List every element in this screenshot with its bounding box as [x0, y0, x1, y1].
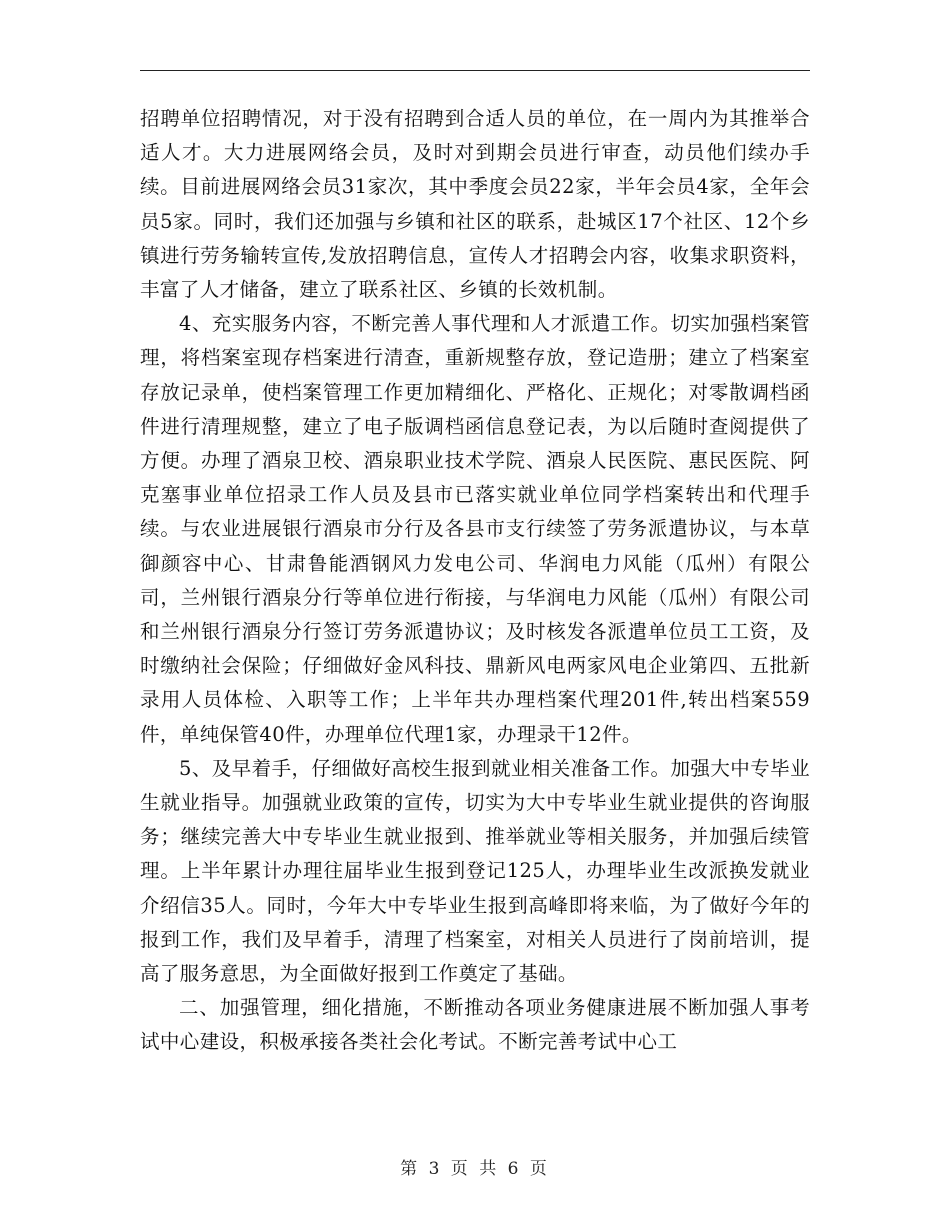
page-number: 第 3 页 共 6 页 [400, 1159, 550, 1179]
paragraph-1: 招聘单位招聘情况，对于没有招聘到合适人员的单位，在一周内为其推举合适人才。大力进展网络会员，及时对到期会员进行审查，动员他们续办手续。目前进展网络会员31家次，其中季度会员22家，半年会员4家，全年会员5家。同时，我们还加强与乡镇和社区的联系，赴城区17个社区、12个乡镇进行劳务输转宣传,发放招聘信息，宣传人才招聘会内容，收集求职资料，丰富了人才储备，建立了联系社区、乡镇的长效机制。 [140, 107, 810, 302]
paragraph-2: 4、充实服务内容，不断完善人事代理和人才派遣工作。切实加强档案管理，将档案室现存档案进行清查，重新规整存放，登记造册；建立了档案室存放记录单，使档案管理工作更加精细化、严格化、正规化；对零散调档函件进行清理规整，建立了电子版调档函信息登记表，为以后随时查阅提供了方便。办理了酒泉卫校、酒泉职业技术学院、酒泉人民医院、惠民医院、阿克塞事业单位招录工作人员及县市已落实就业单位同学档案转出和代理手续。与农业进展银行酒泉市分行及各县市支行续签了劳务派遣协议，与本草御颜容中心、甘肃鲁能酒钢风力发电公司、华润电力风能（瓜州）有限公司，兰州银行酒泉分行等单位进行衔接，与华润电力风能（瓜州）有限公司和兰州银行酒泉分行签订劳务派遣协议；及时核发各派遣单位员工工资，及时缴纳社会保险；仔细做好金风科技、鼎新风电两家风电企业第四、五批新录用人员体检、入职等工作；上半年共办理档案代理201件,转出档案559件，单纯保管40件，办理单位代理1家，办理录干12件。 [140, 312, 810, 746]
header-rule [140, 70, 810, 71]
paragraph-4: 二、加强管理，细化措施，不断推动各项业务健康进展不断加强人事考试中心建设，积极承接各类社会化考试。不断完善考试中心工 [140, 996, 810, 1054]
document-body [140, 102, 810, 1060]
paragraph-3: 5、及早着手，仔细做好高校生报到就业相关准备工作。加强大中专毕业生就业指导。加强就业政策的宣传，切实为大中专毕业生就业提供的咨询服务；继续完善大中专毕业生就业报到、推举就业等相关服务，并加强后续管理。上半年累计办理往届毕业生报到登记125人，办理毕业生改派换发就业介绍信35人。同时，今年大中专毕业生报到高峰即将来临，为了做好今年的报到工作，我们及早着手，清理了档案室，对相关人员进行了岗前培训，提高了服务意思，为全面做好报到工作奠定了基础。 [140, 756, 810, 986]
